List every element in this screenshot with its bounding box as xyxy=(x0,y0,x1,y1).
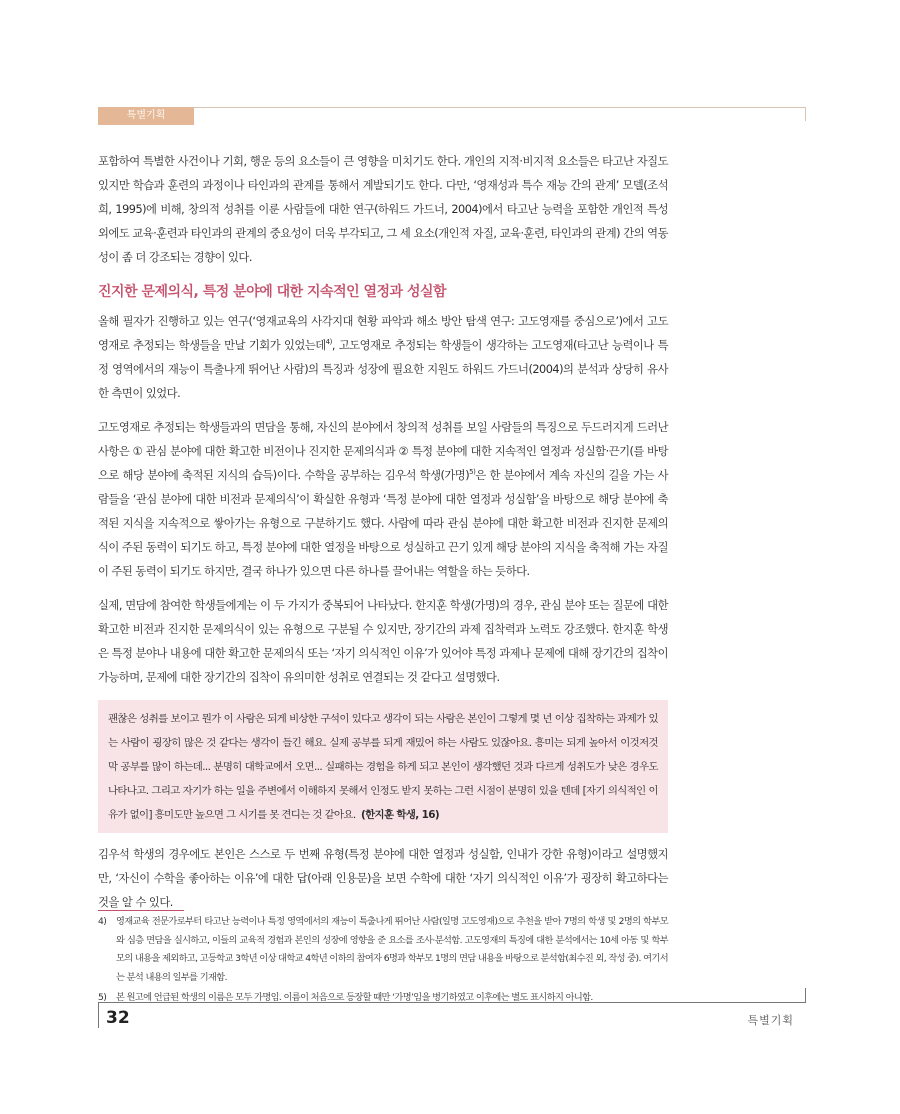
paragraph-3-part-a: 고도영재로 추정되는 학생들과의 면담을 통해, 자신의 분야에서 창의적 성취를 보일 사람들의 특징으로 두드러지게 드러난 사항은 ① 관심 분야에 대한 확고한 비전이나 진지한 문제의식과 ② 특정 분야에 대한 지속적인 열정과 성실함·끈기(를 바탕으로 해당 분야에 축적된 지식의 습득)이다. 수학을 공부하는 김우석 학생(가명) xyxy=(98,421,668,482)
interview-quote-box xyxy=(98,700,668,833)
footnote-ref-5[interactable]: 5) xyxy=(469,468,476,477)
footnote-5 xyxy=(98,989,668,1008)
footnotes xyxy=(98,913,668,1010)
paragraph-2 xyxy=(98,310,668,406)
header-rule xyxy=(98,107,806,108)
footnote-divider xyxy=(98,910,184,911)
footnote-4 xyxy=(98,913,668,987)
article-body xyxy=(98,150,668,925)
paragraph-5: 김우석 학생의 경우에도 본인은 스스로 두 번째 유형(특정 분야에 대한 열정과 성실함, 인내가 강한 유형)이라고 설명했지만, ‘자신이 수학을 좋아하는 이유’에 대한 답(아래 인용문)을 보면 수학에 대한 ‘자기 의식적인 이유’가 굉장히 확고하다는 것을 알 수 있다. xyxy=(98,848,668,909)
footer-rule-tick-right xyxy=(805,988,806,1002)
paragraph-3 xyxy=(98,416,668,584)
paragraph-4: 실제, 면담에 참여한 학생들에게는 이 두 가지가 중복되어 나타났다. 한지훈 학생(가명)의 경우, 관심 분야 또는 질문에 대한 확고한 비전과 진지한 문제의식이 있는 유형으로 구분될 수 있지만, 장기간의 과제 집착력과 노력도 강조했다. 한지훈 학생은 특정 분야나 내용에 대한 확고한 문제의식 또는 ‘자기 의식적인 이유’가 있어야 특정 과제나 문제에 대해 장기간의 집착이 가능하며, 문제에 대한 장기간의 집착이 유의미한 성취로 연결되는 것 같다고 설명했다. xyxy=(98,599,668,684)
page-number: 32 xyxy=(106,1008,130,1028)
quote-text: 괜찮은 성취를 보이고 뭔가 이 사람은 되게 비상한 구석이 있다고 생각이 되는 사람은 본인이 그렇게 몇 년 이상 집착하는 과제가 있는 사람이 굉장히 많은 것 같다는 생각이 들긴 해요. 실제 공부를 되게 재밌어 하는 사람도 있잖아요. 흥미는 되게 높아서 이것저것 막 공부를 많이 하는데... 분명히 대학교에서 오면... 실패하는 경험을 하게 되고 본인이 생각했던 것과 다르게 성취도가 낮은 경우도 나타나고. 그리고 자기가 하는 일을 주변에서 이해하지 못해서 인정도 받지 못하는 그런 시점이 분명히 있을 텐데 [자기 의식적인 이유가 없이] 흥미도만 높으면 그 시기를 못 견디는 것 같아요. xyxy=(108,713,658,821)
paragraph-2-part-a: 올해 필자가 진행하고 있는 연구(‘영재교육의 사각지대 현황 파악과 해소 방안 탐색 연구: 고도영재를 중심으로’)에서 고도영재로 추정되는 학생들을 만날 기회가 있었는데 xyxy=(98,315,668,352)
footer-rule xyxy=(98,1002,806,1003)
footer-rule-tick-left xyxy=(98,1002,99,1028)
footnote-ref-4[interactable]: 4) xyxy=(325,338,332,347)
header-rule-tick xyxy=(805,107,806,121)
paragraph-3-part-b: 은 한 분야에서 계속 자신의 길을 가는 사람들을 ‘관심 분야에 대한 비전과 문제의식’이 확실한 유형과 ‘특정 분야에 대한 열정과 성실함’을 바탕으로 해당 분야에 축적된 지식을 지속적으로 쌓아가는 유형으로 구분하기도 했다. 사람에 따라 관심 분야에 대한 확고한 비전과 진지한 문제의식이 주된 동력이 되기도 하고, 특정 분야에 대한 열정을 바탕으로 성실하고 끈기 있게 해당 분야의 지식을 축적해 가는 자질이 주된 동력이 되기도 하지만, 결국 하나가 있으면 다른 하나를 끌어내는 역할을 하는 듯하다. xyxy=(98,469,669,578)
footnote-number: 5) xyxy=(98,992,107,1003)
footnote-text: 본 원고에 언급된 학생의 이름은 모두 가명임. 이름이 처음으로 등장할 때만 ‘가명’임을 병기하였고 이후에는 별도 표시하지 아니함. xyxy=(116,992,593,1003)
paragraph-1: 포함하여 특별한 사건이나 기회, 행운 등의 요소들이 큰 영향을 미치기도 한다. 개인의 지적·비지적 요소들은 타고난 자질도 있지만 학습과 훈련의 과정이나 타인과의 관계를 통해서 계발되기도 한다. 다만, ‘영재성과 특수 재능 간의 관계’ 모델(조석희, 1995)에 비해, 창의적 성취를 이룬 사람들에 대한 연구(하워드 가드너, 2004)에서 타고난 능력을 포함한 개인적 특성 외에도 교육·훈련과 타인과의 관계의 중요성이 더욱 부각되고, 그 세 요소(개인적 자질, 교육·훈련, 타인과의 관계) 간의 역동성이 좀 더 강조되는 경향이 있다. xyxy=(98,155,668,264)
footer-section-label: 특별기획 xyxy=(747,1014,794,1027)
quote-source: (한지훈 학생, 16) xyxy=(360,809,440,821)
footnote-number: 4) xyxy=(98,916,107,927)
section-tab: 특별기획 xyxy=(98,107,194,125)
interview-quote xyxy=(108,707,658,827)
footnote-text: 영재교육 전문가로부터 타고난 능력이나 특정 영역에서의 재능이 특출나게 뛰어난 사람(일명 고도영재)으로 추천을 받아 7명의 학생 및 2명의 학부모와 심층 면담을 실시하고, 이들의 교육적 경험과 본인의 성장에 영향을 준 요소를 조사·분석함. 고도영재의 특징에 대한 분석에서는 10세 아동 및 학부모의 내용을 제외하고, 고등학교 3학년 이상 대학교 4학년 이하의 참여자 6명과 학부모 1명의 면담 내용을 바탕으로 분석함(최수진 외, 작성 중). 여기서는 분석 내용의 일부를 기재함. xyxy=(116,916,669,983)
paragraph-2-part-b: , 고도영재로 추정되는 학생들이 생각하는 고도영재(타고난 능력이나 특정 영역에서의 재능이 특출나게 뛰어난 사람)의 특징과 성장에 필요한 지원도 하워드 가드너(2004)의 분석과 상당히 유사한 측면이 있었다. xyxy=(98,339,669,400)
section-heading: 진지한 문제의식, 특정 분야에 대한 지속적인 열정과 성실함 xyxy=(98,284,447,300)
